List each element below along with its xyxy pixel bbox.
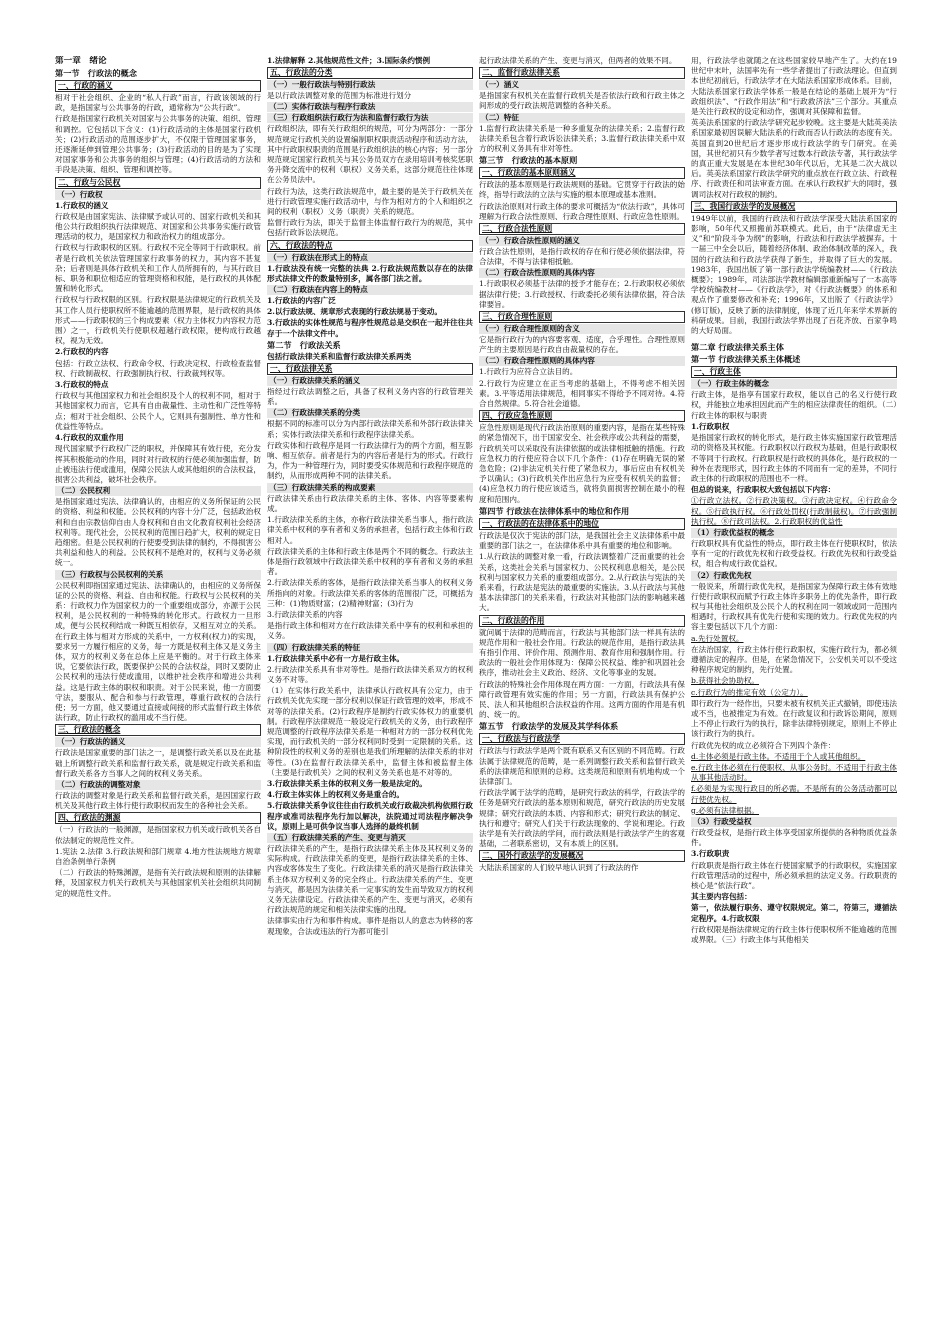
paragraph: 行政权与其他国家权力和社会组织及个人的权利不同，相对于其他国家权力而言，它具有自由裁量性、主动性和广泛性等特点；相对于社会组织、公民个人，它则具有强制性、单方性和优益性等特点。 (55, 391, 261, 431)
paragraph: 行政职权具有优益性的特点，即行政主体在行使职权时，依法享有一定的行政优先权和行政受益权。行政优先权和行政受益权，组合构成行政优益权。 (691, 538, 897, 569)
subsection-heading: 二、行政合法性原则 (479, 223, 685, 235)
paragraph: 1949年以前，我国的行政法和行政法学深受大陆法系国家的影响，50年代又照搬前苏联模式。此后，由于“法律虚无主义”和“阶段斗争为纲”的影响，行政法和行政法学被摒弃。十一届三中全会以后，随着经济体制、政治体制改革的深入，我国的行政法和行政法学获得了新生，并取得了巨大的发展。1983年，我国出版了第一部行政法学统编教材——《行政法概要》；1989年，司法部法学教材编辑部重新编写了一本高等学校统编教材——《行政法学》，对《行政法概要》的体系和观点作了重要修改和补充；1996年，又出版了《行政法学》(修订版)，反映了新的法律制度，体现了近几年来学术界新的科研成果。目前，我国行政法学界出现了百花齐放、百家争鸣的大好局面。 (691, 213, 897, 336)
bold-text: 1.法律解释 2.其他规范性文件；3.国际条约惯例 (267, 56, 431, 65)
bold-text: 3.行政权的特点 (55, 380, 109, 390)
paragraph: 行政主体，是指享有国家行政权，能以自己的名义行使行政权，并能独立地承担因此而产生的相应法律责任的组织。（二）行政主体的职权与职责 (691, 390, 897, 420)
paragraph: 行政法的基本原则是行政法规则的基础。它贯穿于行政法的始终，指导行政法的立法与实施的根本原理或基本准则。 (479, 180, 685, 200)
topic-heading: （二）公民权利 (55, 486, 261, 496)
subsection-heading: 四、行政应急性原则 (479, 410, 685, 422)
underlined-item: g.必须有法律根据。 (691, 805, 760, 815)
topic-heading: （一）涵义 (479, 80, 685, 90)
paragraph: 它是指行政行为的内容要客观、适度，合乎理性。合理性原则产生的主要原因是行政自由裁量权的存在。 (479, 335, 685, 355)
bold-text: 3.行政法律关系主体的权利义务一般是法定的。 (267, 778, 427, 788)
column-2 (267, 56, 473, 1288)
underlined-item: e.行政主体必须在行使职权、从事公务时。不适用于行政主体从事其他活动时。 (691, 762, 897, 783)
section-title: 第二节 行政法关系 (267, 339, 341, 350)
paragraph: 行政实体和行政程序是同一行政法律行为的两个方面，相互影响、相互依存。前者是行为的内容后者是行为的形式。行政行为，作为一种管理行为，同时要受实体规范和行政程序规范的制约，从而形成两种不同的法律关系。 (267, 440, 473, 481)
paragraph: 是指国家行政权的转化形式，是行政主体实施国家行政管理活动的资格及其权能。行政职权以行政权为基础，但是行政职权不等同于行政权。行政职权是行政权的具体化，是行政权的一种外在表现形式，因行政主体的不同而有一定的差异，不同行政主体的行政职权的范围也不一样。 (691, 433, 897, 483)
bold-text: 但总的说来，行政职权大致包括以下内容： (691, 485, 836, 495)
subsection-heading: 二、行政与公民权 (55, 177, 261, 189)
topic-heading: （二）行政合理性原则的具体内容 (479, 356, 685, 366)
paragraph: 是以行政法调整对象的范围为标准进行划分 (267, 91, 412, 101)
paragraph: 行政法律关系的主体和行政主体是两个不同的概念。行政法主体是指行政领域中行政法律关系中权利的享有者和义务的承担者。 (267, 546, 473, 577)
topic-heading: （一）行政合法性原则的涵义 (479, 236, 685, 246)
topic-heading: （一）行政法在形式上的特点 (267, 253, 473, 263)
paragraph: 公民权利即指国家通过宪法、法律确认的，由相应的义务所保证的公民的资格、利益、自由和权能。行政权与公民权利的关系：行政权力作为国家权力的一个重要组成部分，亦源于公民权利，是公民权利的一种特殊的转化形式。行政权力一旦形成，便与公民权利结成一种既互相依存，又相互对立的关系。在行政主体与相对方形成的关系中，一方权利(权力)的实现，要求另一方履行相应的义务，每一方既是权利主体又是义务主体，双方的权利义务在总体上应是平衡的。对于行政主体来说，它要依法行政，既要保护公民的合法权益，同时又要防止公民权利的违法行使或滥用，以维护社会秩序和增进公共利益。这是行政主体的职权和职责。对于公民来说，他一方面要守法，要服从、配合和参与行政管理，尊重行政权的合法行使；另一方面，他又要通过直接或间接的形式监督行政主体依法行政，防止行政权的滥用或不当行使。 (55, 580, 261, 723)
topic-heading: （一）行政权 (55, 190, 261, 200)
topic-heading: （四）行政法律关系的特征 (267, 643, 473, 653)
topic-heading: （二）行政法律关系的分类 (267, 408, 473, 418)
paragraph: 行政法是仅次于宪法的部门法，是我国社会主义法律体系中最重要的部门法之一，在法律体系中具有重要的地位和影响。 (479, 530, 685, 551)
paragraph: 行政权限是指法律规定的行政主体行使职权所不能逾越的范围或界限。（三）行政主体与其他相关 (691, 924, 897, 945)
paragraph: 行政法治原则对行政主体的要求可概括为“依法行政”，具体可理解为行政合法性原则、行政合理性原则、行政应急性原则。 (479, 201, 685, 221)
paragraph: 一般说来，所谓行政优先权，是指国家为保障行政主体有效地行使行政职权而赋予行政主体许多职务上的优先条件，即行政权与其他社会组织及公民个人的权利在同一领域或同一范围内相遇时，行政权具有优先行使和实现的效力。行政优先权的内容主要包括以下几个方面： (691, 581, 897, 632)
chapter-title: 第一章 绪论 (55, 56, 107, 66)
section-title: 第三节 行政法的基本原则 (479, 155, 578, 166)
paragraph: 行政组织法，即有关行政组织的规范，可分为两部分：一部分规范规定行政机关的设置编制职权职责活动程序和活动方法，其中行政职权职责的范围是行政组织法的核心内容；另一部分规范规定国家行政机关与其公务员双方在录用培训考核奖惩职务升降交流中的权利（职权）义务关系，这部分规范往往体现在公务员法中。 (267, 124, 473, 185)
paragraph: 2.行政法律关系具有非对等性。是指行政法律关系双方的权利义务不对等。 (267, 664, 473, 684)
underlined-item: b.获得社会协助权。 (691, 676, 760, 686)
topic-heading: （二）特征 (479, 113, 685, 123)
bold-text: 第一，依法履行职务、遵守权限规定。第二，符第三，遵循法定程序。4.行政权限 (691, 903, 897, 923)
topic-heading: （三）行政法律关系的构成要素 (267, 483, 473, 493)
underlined-item: ①行政立法权。②行政决策权。③行政决定权。④行政命令权。⑤行政执行权。⑥行政处罚权(行政制裁权)。⑦行政强制执行权。⑧行政司法权。2.行政职权的优益性 (691, 496, 897, 526)
bold-text: 1.行政法没有统一完整的法典 2.行政法规范数以存在的法律形式法律文件的数量特别多，属各部门法之首。 (267, 263, 473, 283)
column-3 (479, 56, 685, 1288)
subsection-heading: 二、行政法的作用 (479, 615, 685, 627)
paragraph: 2.行政行为应建立在正当考虑的基础上，不得考虑不相关因素。3.平等适用法律规范，相同事实不得给予不同对待。4.符合自然规律。5.符合社会道德。 (479, 378, 685, 409)
paragraph: 就问属于法律的范畴而言，行政法与其他部门法一样具有法的规范作用和一般社会作用。行政法的规范作用，是指行政法具有指引作用、评价作用、预测作用、教育作用和强制作用。行政法的一般社会作用体现为：保障公民权益、维护和巩固社会秩序，推动社会主义政治、经济、文化等事业的发展。 (479, 627, 685, 678)
paragraph: 根据不同的标准可以分为内部行政法律关系和外部行政法律关系；实体行政法律关系和行政程序法律关系。 (267, 419, 473, 439)
paragraph: 在法治国家，行政主体行使行政职权，实施行政行为，都必须遵循法定的程序。但是，在紧急情况下，公安机关可以不受这种程序规定的制约，先行处置。 (691, 644, 897, 675)
paragraph: 行政行为法，这类行政法规范中，最主要的是关于行政机关在进行行政管理实施行政活动中，与作为相对方的个人和组织之间的权利（职权）义务（职责）关系的规范。 (267, 186, 473, 217)
bold-text: 2.行政权的内容 (55, 347, 109, 357)
subsection-heading: 三、行政法的概念 (55, 724, 261, 736)
paragraph: 相对于社会组织、企业的“私人行政”而言，行政该领域的行政，是指国家与公共事务的行政，通常称为“公共行政”。 (55, 93, 261, 113)
bold-text: 4.行政权的双重作用 (55, 433, 124, 443)
column-1 (55, 56, 261, 1288)
paragraph: 包括：行政立法权、行政命令权、行政决定权、行政检查监督权、行政制裁权、行政强制执行权、行政裁判权等。 (55, 358, 261, 378)
paragraph: 即行政行为一经作出，只要未被有权机关正式撤销，即使违法或不当，也被推定为有效。在行政复议和行政诉讼期间，原则上不停止行政行为的执行，除非法律特别规定，原则上不停止该行政行为的执行。 (691, 698, 897, 739)
paragraph: 行政权与行政权限的区别。行政权限是法律规定的行政机关及其工作人员行使职权所不能逾越的范围界限，是行政权的具体形式——行政职权的三个构成要素（权力主体权力内容权力范围）之一，行政机关行使职权超越行政权限，便构成行政越权，视为无效。 (55, 295, 261, 346)
subsection-heading: 一、行政主体 (691, 366, 897, 378)
paragraph: 行政法的调整对象是行政关系和监督行政关系，是因国家行政机关及其他行政主体行使行政职权而发生的各种社会关系。 (55, 790, 261, 811)
bold-text: 1.行政权的涵义 (55, 200, 109, 210)
bold-text: 2.以行政法规、规章形式表现的行政法规易于变动。 (267, 307, 442, 317)
paragraph: 1.行政法律关系的主体，亦称行政法律关系当事人，指行政法律关系中权利的享有者和义务的承担者，包括行政主体和行政相对人。 (267, 515, 473, 545)
paragraph: 现代国家赋予行政权广泛的职权，并保障其有效行使，充分发挥其积极能动的作用，同时对行政权的行使必须加强监督，防止被违法行使或滥用，保障公民法人或其他组织的合法权益，损害公共利益，破坏社会秩序。 (55, 444, 261, 484)
paragraph: 行政法学属于法学的范畴，是研究行政法的科学，行政法学的任务是研究行政法的基本原则和规范，研究行政法的历史发展规律；研究行政法的本质、内容和形式；研究行政法的制定、执行和遵守；研究人们关于行政法现象的、学说和理论。行政法学是有关行政法的学问，而行政法则是行政法学产生的客观基础，二者联系密切，又有本质上的区别。 (479, 788, 685, 849)
paragraph: 行政法是国家重要的部门法之一，是调整行政关系以及在此基础上所调整行政关系和监督行政关系，就是规定行政关系和监督行政关系各方当事人之间的权利义务关系。 (55, 748, 261, 778)
subsection-heading: 二、国外行政法学的发展概况 (479, 850, 685, 862)
paragraph: 行政是指国家行政机关对国家与公共事务的决策、组织、管理和调控。它包括以下含义：(1)行政活动的主体是国家行政机关；(2)行政活动的范围逐步扩大，不仅限于管理国家事务，还逐渐延伸到管理公共事务；(3)行政活动的目的是为了实现对国家事务和公共事务的组织与管理；(4)行政活动的方法和手段是决策、组织、管理和调控等。 (55, 114, 261, 175)
paragraph: 是指国家有权机关在监督行政机关是否依法行政和行政主体之间形成的受行政法规范调整的各种关系。 (479, 91, 685, 111)
bold-text: 3.行政职责 (691, 849, 730, 859)
topic-heading: （一）一般行政法与特别行政法 (267, 80, 473, 90)
paragraph: （一）行政法的一般渊源，是指国家权力机关或行政机关各自依法制定的规范性文件。 (55, 825, 261, 845)
paragraph: 行政法律关系由行政法律关系的主体、客体、内容等要素构成。 (267, 493, 473, 513)
paragraph: 行政受益权，是指行政主体享受国家所提供的各种物质优益条件。 (691, 828, 897, 848)
topic-heading: （一）行政合理性原则的含义 (479, 324, 685, 334)
topic-heading: （二）行政法在内容上的特点 (267, 285, 473, 295)
paragraph: 大陆法系国家的人们较早地认识到了行政法的作 (479, 863, 639, 873)
topic-heading: （1）行政优益权的概念 (691, 528, 897, 538)
paragraph: 指经过行政法调整之后，具备了权利义务内容的行政管理关系。 (267, 387, 473, 407)
paragraph: 行政优先权的成立必须符合下列四个条件： (691, 740, 836, 750)
bold-text: 1.行政法律关系中必有一方是行政主体。 (267, 653, 405, 663)
section-title: 第一节 行政法律关系主体概述 (691, 354, 801, 365)
paragraph: 2.行政法律关系的客体，是指行政法律关系当事人的权利义务所指向的对象。行政法律关系的客体的范围很广泛，可概括为三种：(1)物质财富；(2)精神财富；(3)行为 (267, 578, 473, 608)
underlined-item: d.主体必须是行政主体。不适用于个人或其他组织。 (691, 751, 866, 761)
topic-heading: （二）行政合法性原则的具体内容 (479, 268, 685, 278)
subsection-heading: 一、行政的涵义 (55, 80, 261, 92)
subsection-heading: 一、行政法律关系 (267, 363, 473, 375)
paragraph: 行政法的特殊社会作用体现在两方面：一方面，行政法具有保障行政管理有效实施的作用；另一方面，行政法具有保护公民、法人和其他组织合法权益的作用。这两方面的作用是有机的、统一的。 (479, 679, 685, 720)
paragraph: 1.行政职权必须基于法律的授予才能存在；2.行政职权必须依据法律行使；3.行政授权、行政委托必须有法律依据，符合法律要旨。 (479, 279, 685, 309)
underlined-item: f.必须是为实现行政目的所必需。不是所有的公务活动都可以行使优先权。 (691, 784, 897, 804)
paragraph: 行政法与行政法学是两个既有联系又有区别的不同范畴。行政法属于法律规范的范畴，是一系列调整行政关系和监督行政关系的法律规范和原则的总称。这类规范和原则有机地构成一个法律部门。 (479, 746, 685, 786)
subsection-heading: 一、行政法的基本原则涵义 (479, 167, 685, 179)
paragraph: （1）在实体行政关系中，法律承认行政权具有公定力，由于行政机关优先实现一部分权利以保证行政管理的效率，形成不对等的法律关系。(2)行政程序是制约行政实体权力的重要机制。行政程序法律规范一般设定行政机关的义务，由行政程序规范调整的行政程序法律关系是一种相对方的一部分权利优先实现，而行政机关的一部分权利同时受到一定限制的关系。这种阶段性的权利义务的差别也是我们所理解的法律关系的非对等性。(3)在监督行政法律关系中，监督主体和被监督主体（主要是行政机关）之间的权利义务关系也是不对等的。 (267, 686, 473, 777)
topic-heading: （二）实体行政法与程序行政法 (267, 102, 473, 112)
subsection-heading: 一、行政法与行政法学 (479, 733, 685, 745)
section-title: 第一节 行政法的概念 (55, 68, 137, 78)
subsection-heading: 五、行政法的分类 (267, 67, 473, 79)
topic-heading: （2）行政优先权 (691, 571, 897, 581)
paragraph: 是指行政主体和相对方在行政法律关系中享有的权利和承担的义务。 (267, 621, 473, 641)
document-page (55, 56, 899, 1288)
paragraph: 行政法律关系的产生，是指行政法律关系主体及其权利义务的实际构成。行政法律关系的变更，是指行政法律关系的主体、内容或客体发生了变化。行政法律关系的消灭是指行政法律关系主体双方权利义务的完全终止。行政法律关系的产生、变更与消灭，都是因为法律关系一定事实的发生而导致双方的权利义务无法律设定。行政法律关系的产生、变更与消灭，必须有行政法规范的规定和相关法律实施的出现。 (267, 843, 473, 915)
paragraph: 是指国家通过宪法、法律确认的，由相应的义务所保证的公民的资格、利益和权能。公民权利的内容十分广泛，包括政治权利和自由宗教信仰自由人身权利和自由文化教育权利社会经济权利等。现代社会，公民权利的范围日趋扩大，权利的规定日趋细密。但是公民权利的行使要受到法律的制约，不得损害公共利益和他人的利益。公民权利不是绝对的，权利与义务必须统一。 (55, 497, 261, 568)
topic-heading: （二）行政法的调整对象 (55, 780, 261, 790)
paragraph: 1.宪法 2.法律 3.行政法规和部门规章 4.地方性法规地方规章自治条例单行条例 (55, 846, 261, 866)
bold-text: 4.行政主体实体上的权利义务是重合的。 (267, 790, 405, 800)
underlined-item: a.先行处置权。 (691, 633, 744, 643)
paragraph: 行政权是由国家宪法、法律赋予或认可的、国家行政机关和其他公共行政组织执行法律规范、对国家和公共事务实施行政管理活动的权力，是国家权力和政治权力的组成部分。 (55, 211, 261, 242)
bold-text: 5.行政法律关系争议往往由行政机关或行政裁决机构依照行政程序或准司法程序先行加以解决，法院通过司法程序解决争议，原则上是可供争议当事人选择的最终机制 (267, 801, 473, 831)
topic-heading: （3）行政受益权 (691, 817, 897, 827)
subsection-heading: 六、行政法的特点 (267, 240, 473, 252)
paragraph: 行政合法性原则，是指行政权的存在和行使必须依据法律，符合法律，不得与法律相抵触。 (479, 247, 685, 267)
paragraph: 法律事实由行为和事件构成。事件是指以人的意志为转移的客观现象，合法或违法的行为都可能引 (267, 916, 473, 936)
underlined-item: c.行政行为的推定有效（公定力）。 (691, 687, 808, 697)
paragraph: 行政职责是指行政主体在行使国家赋予的行政职权，实施国家行政管理活动的过程中，所必须承担的法定义务。行政职责的核心是“依法行政”。 (691, 860, 897, 891)
topic-heading: （三）行政权与公民权利的关系 (55, 570, 261, 580)
paragraph: 应急性原则是现代行政法治原则的重要内容，是指在某些特殊的紧急情况下，出于国家安全、社会秩序或公共利益的需要，行政机关可以采取没有法律依据的或法律相抵触的措施。行政应急权力的行使应符合以下几个条件：(1)存在明确无误的紧急危险；(2)非法定机关行使了紧急权力，事后应由有权机关予以确认；(3)行政机关作出应急行为应受有权机关的监督；(4)应急权力的行使应该适当，就将负面损害控制在最小的程度和范围内。 (479, 423, 685, 504)
bold-text: 3.行政法的实体性规范与程序性规范总是交织在一起并往往共存于一个法律文件中。 (267, 318, 473, 338)
topic-heading: （一）行政法律关系的涵义 (267, 376, 473, 386)
topic-heading: （三）行政组织法行政行为法和监督行政行为法 (267, 113, 473, 123)
paragraph: 1.行政行为应符合立法目的。 (479, 367, 578, 377)
paragraph: 1.监督行政法律关系是一种多重复杂的法律关系；2.监督行政法律关系包含着行政诉讼法律关系；3.监督行政法律关系中双方的权利义务具有非对等性。 (479, 123, 685, 154)
topic-heading: （一）行政法的涵义 (55, 737, 261, 747)
section-title: 第四节 行政法在法律体系中的地位和作用 (479, 505, 630, 516)
spacer (691, 337, 897, 341)
subsection-heading: 四、行政法的渊源 (55, 812, 261, 824)
paragraph: 用，行政法学也就随之在这些国家较早地产生了。大约在19世纪中末叶，法国率先有一些学者提出了行政法理论。但直到本世纪初前后，行政法学才在大陆法系国家形成体系。目前，大陆法系国家行政法学体系一般是在结论的基础上展开为“行政组织法”、“行政作用法”和“行政救济法”三个部分。其重点是关注行政权的设定和动作，强调对其保障和监督。 (691, 56, 897, 117)
subsection-heading: 三、我国行政法学的发展概况 (691, 201, 897, 213)
paragraph: 英美法系国家的行政法学研究起步较晚。这主要是大陆英美法系国家最初因误解大陆法系的行政而否认行政法的态度有关。英国直到20世纪后才逐步形成行政法学的专门研究。在美国，其世纪初只有少数学者写过数本行政法专著，其行政法学的真正重大发展是在本世纪30年代以后，尤其是二次大战以后。英美法系国家行政法学研究的重点放在行政立法、行政程序、行政责任和司法审查方面。在承认行政权扩大的同时，强调司法权对行政权的制约。 (691, 118, 897, 199)
paragraph: 监督行政行为法，即关于监督主体监督行政行为的规范，其中包括行政诉讼法规范。 (267, 218, 473, 238)
bold-text: 包括行政法律关系和监督行政法律关系两类 (267, 351, 412, 361)
subsection-heading: 三、行政合理性原则 (479, 311, 685, 323)
paragraph: 起行政法律关系的产生、变更与消灭，但两者的效果不同。 (479, 56, 677, 65)
topic-heading: （一）行政主体的概念 (691, 379, 897, 389)
paragraph: 1.从行政法的调整对象一看，行政法调整着广泛而重要的社会关系，这类社会关系与国家权力、公民权利息息相关，是公民权利与国家权力关系的重要组成部分。2.从行政法与宪法的关系来看，行政法是宪法的最重要的实施法。3.从行政法与其他基本法律部门的关系来看，行政法对其他部门法的影响越来越大。 (479, 552, 685, 613)
subsection-heading: 二、监督行政法律关系 (479, 67, 685, 79)
paragraph: 3.行政法律关系的内容 (267, 609, 343, 619)
subsection-heading: 一、行政法的在法律体系中的地位 (479, 518, 685, 530)
topic-heading: （五）行政法律关系的产生、变更与消灭 (267, 833, 473, 843)
section-title: 第五节 行政法学的发展及其学科体系 (479, 721, 619, 732)
bold-text: 1.行政职权 (691, 421, 730, 431)
column-4 (691, 56, 897, 1288)
bold-text: 其主要内容包括： (691, 892, 752, 902)
section-title: 第二章 行政法律关系主体 (691, 342, 784, 353)
paragraph: （二）行政法的特殊渊源，是指有关行政法规和原则的法律解释，及国家权力机关行政机关与其他国家机关社会组织共同制定的规范性文件。 (55, 868, 261, 898)
bold-text: 1.行政法的内容广泛 (267, 296, 336, 306)
paragraph: 行政权与行政职权的区别。行政权不完全等同于行政职权。前者是行政机关依法管理国家行政事务的权力，其内容不甚复杂；后者则是具体行政机关和工作人员所拥有的，与其行政目标、职务和职位相适应的管理资格和权能，是行政权的具体配置和转化形式。 (55, 243, 261, 294)
